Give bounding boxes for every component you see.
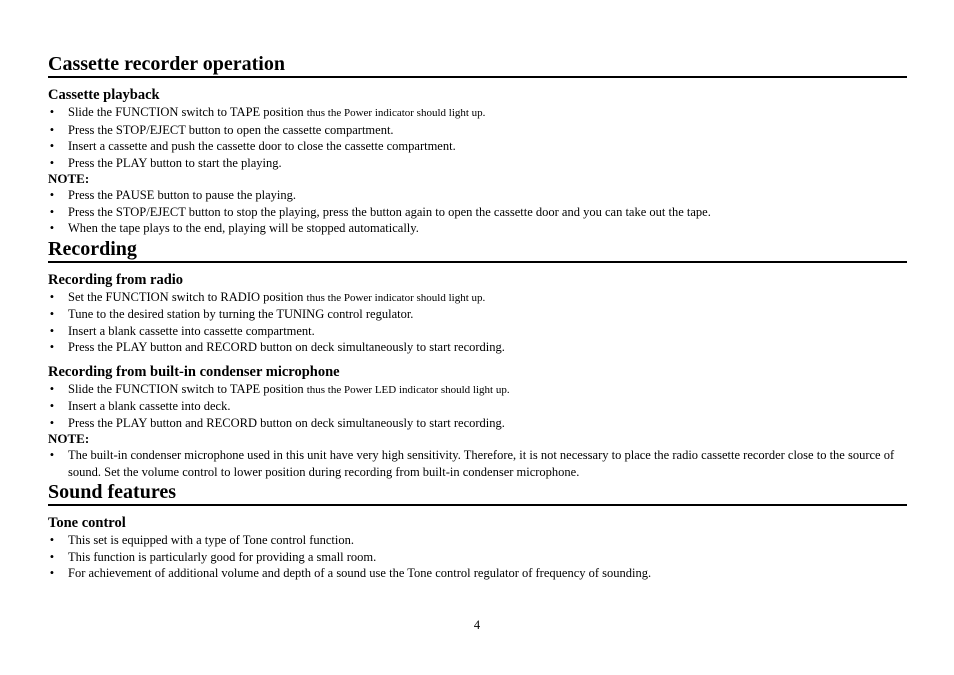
list-item-text: Tune to the desired station by turning the TUNING control regulator.: [68, 307, 414, 321]
bullet-icon: •: [49, 399, 55, 413]
list-item-text: Slide the FUNCTION switch to TAPE position: [68, 381, 307, 396]
list-item-text: Insert a cassette and push the cassette door to close the cassette compartment.: [68, 139, 456, 153]
list-item: [48, 323, 907, 340]
list-item: [48, 289, 907, 307]
bullet-icon: •: [49, 340, 55, 354]
bullet-icon: •: [49, 415, 55, 430]
bullet-icon: •: [49, 204, 55, 219]
list-item: [48, 565, 907, 582]
bullet-icon: •: [49, 122, 55, 137]
list-item: [48, 138, 907, 155]
list-item: [48, 415, 907, 432]
list-item: [48, 447, 907, 480]
subheading-recording-radio: Recording from radio: [48, 271, 184, 288]
list-item-text: This function is particularly good for providing a small room.: [68, 549, 377, 564]
tone-control-list: [48, 532, 907, 582]
mic-recording-steps-list: [48, 381, 907, 432]
bullet-icon: •: [49, 549, 55, 564]
bullet-icon: •: [49, 289, 55, 304]
document-page: [48, 0, 907, 582]
cassette-notes-list: [48, 187, 907, 237]
bullet-icon: •: [49, 566, 55, 580]
list-item: [48, 549, 907, 566]
playback-steps-list: [48, 104, 907, 171]
bullet-icon: •: [49, 448, 55, 462]
list-item: [48, 381, 907, 399]
list-item-text: The built-in condenser microphone used in this unit have very high sensitivity. Therefore, it is not necessary to place the radio cassette recorder close to the source of sound. Set the volume control to lower position during recording from built-in condenser microphone.: [68, 448, 895, 479]
list-item-text: For achievement of additional volume and depth of a sound use the Tone control regulator of frequency of sounding.: [68, 566, 652, 580]
list-item-text: When the tape plays to the end, playing will be stopped automatically.: [68, 221, 419, 235]
list-item-text: Press the PLAY button and RECORD button on deck simultaneously to start recording.: [68, 415, 505, 430]
list-item-text-small: thus the Power LED indicator should light up.: [306, 383, 510, 396]
subheading-tone-control: Tone control: [48, 515, 126, 531]
list-item-text: Set the FUNCTION switch to RADIO position: [68, 289, 307, 304]
bullet-icon: •: [49, 221, 55, 235]
bullet-icon: •: [49, 323, 55, 338]
list-item: [48, 339, 907, 356]
list-item-text: Slide the FUNCTION switch to TAPE position: [68, 105, 307, 119]
note-label: NOTE:: [48, 171, 90, 186]
list-item-text: This set is equipped with a type of Tone control function.: [68, 533, 354, 547]
list-item: [48, 104, 907, 122]
list-item: [48, 306, 907, 323]
bullet-icon: •: [49, 533, 55, 547]
list-item-text-small: thus the Power indicator should light up.: [306, 291, 486, 304]
section-title-recording: Recording: [48, 237, 907, 263]
page-number: 4: [473, 618, 481, 632]
list-item: [48, 220, 907, 237]
list-item-text: Press the STOP/EJECT button to open the cassette compartment.: [68, 122, 394, 137]
note-label: NOTE:: [48, 431, 90, 446]
list-item: [48, 155, 907, 172]
bullet-icon: •: [49, 155, 55, 170]
list-item: [48, 187, 907, 204]
bullet-icon: •: [49, 105, 55, 119]
list-item: [48, 122, 907, 139]
list-item: [48, 398, 907, 415]
recording-notes-list: [48, 447, 907, 480]
subheading-recording-microphone: Recording from built-in condenser microphone: [48, 363, 340, 380]
list-item-text-small: thus the Power indicator should light up.: [306, 107, 486, 119]
section-title-cassette: Cassette recorder operation: [48, 52, 907, 78]
list-item: [48, 204, 907, 221]
list-item-text: Press the PAUSE button to pause the playing.: [68, 188, 297, 202]
list-item-text: Press the PLAY button to start the playing.: [68, 155, 282, 170]
bullet-icon: •: [49, 139, 55, 153]
bullet-icon: •: [49, 188, 55, 202]
bullet-icon: •: [49, 307, 55, 321]
radio-recording-steps-list: [48, 289, 907, 356]
list-item: [48, 532, 907, 549]
bullet-icon: •: [49, 381, 55, 396]
list-item-text: Press the STOP/EJECT button to stop the playing, press the button again to open the cassette door and you can take out the tape.: [68, 204, 711, 219]
list-item-text: Insert a blank cassette into deck.: [68, 399, 231, 413]
list-item-text: Press the PLAY button and RECORD button on deck simultaneously to start recording.: [68, 340, 505, 354]
subheading-cassette-playback: Cassette playback: [48, 87, 160, 103]
list-item-text: Insert a blank cassette into cassette compartment.: [68, 323, 315, 338]
section-title-sound-features: Sound features: [48, 480, 907, 506]
